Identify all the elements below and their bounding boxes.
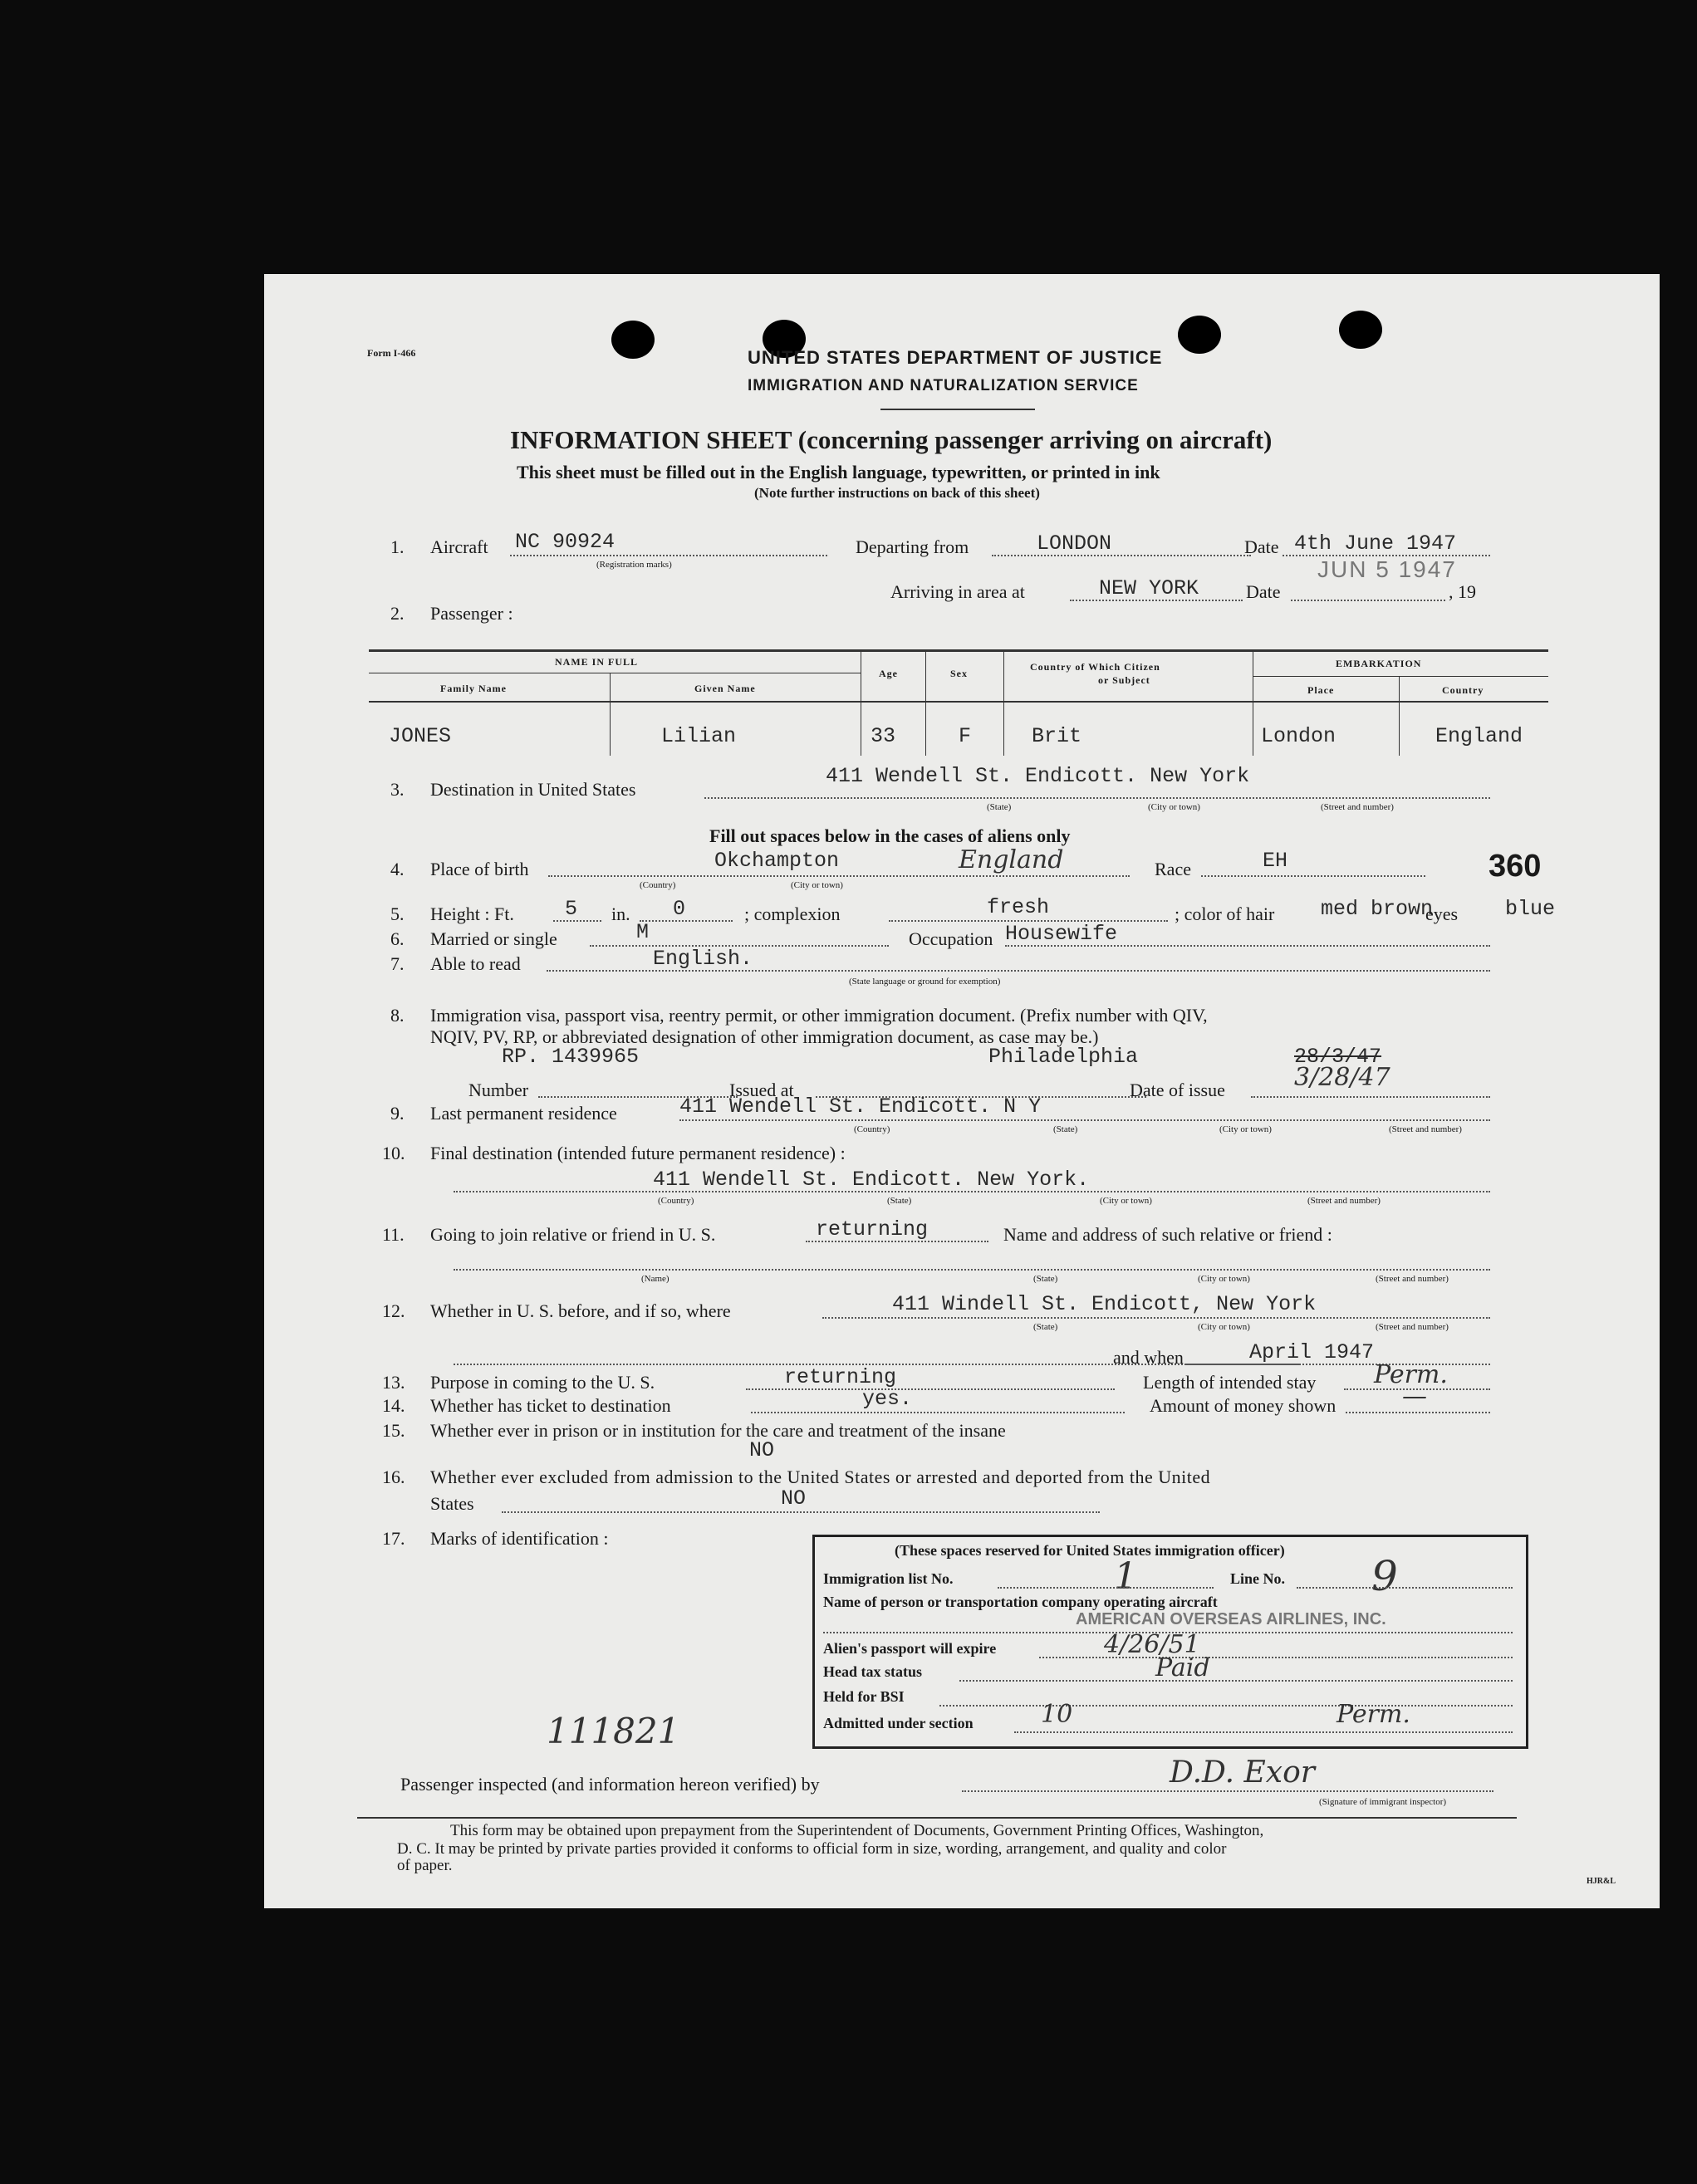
caption-city: (City or town)	[1100, 1196, 1152, 1206]
marks-label: Marks of identification :	[430, 1528, 609, 1549]
race-code: 360	[1489, 849, 1542, 884]
caption-city: (City or town)	[791, 880, 843, 890]
dotted-line	[1346, 1412, 1490, 1413]
passport-value: 4/26/51	[1104, 1630, 1200, 1659]
date-label: Date	[1244, 536, 1279, 557]
arriving-label: Arriving in area at	[890, 581, 1025, 602]
ticket-value: yes.	[862, 1387, 913, 1411]
occupation-value: Housewife	[1005, 922, 1118, 946]
read-caption: (State language or ground for exemption)	[849, 977, 1001, 987]
date-stamp: JUN 5 1947	[1317, 556, 1457, 582]
line-value: 9	[1371, 1552, 1398, 1600]
line-label: Line No.	[1230, 1570, 1286, 1587]
eyes-label: eyes	[1425, 903, 1459, 924]
header-country-citizen: Country of Which Citizen	[1030, 661, 1160, 673]
read-value: English.	[653, 947, 753, 971]
dotted-line	[502, 1511, 1100, 1513]
dotted-line	[1005, 945, 1490, 947]
header-age: Age	[879, 668, 898, 679]
residence-label: Last permanent residence	[430, 1103, 617, 1124]
footer-line-1: This form may be obtained upon prepayment from the Superintendent of Documents, Government Printing Offices, Washington,	[450, 1822, 1264, 1839]
footer-divider	[357, 1817, 1517, 1819]
caption-city: (City or town)	[1219, 1124, 1272, 1134]
service-name: IMMIGRATION AND NATURALIZATION SERVICE	[748, 377, 1139, 394]
purpose-label: Purpose in coming to the U. S.	[430, 1372, 655, 1393]
caption-state: (State)	[1033, 1274, 1058, 1284]
dotted-line	[992, 555, 1251, 556]
dotted-line	[822, 1317, 1490, 1319]
date-of-issue-label: Date of issue	[1130, 1080, 1225, 1100]
occupation-label: Occupation	[909, 928, 993, 949]
information-sheet	[264, 274, 1660, 1908]
caption-street: (Street and number)	[1307, 1196, 1381, 1206]
dotted-line	[454, 1269, 1490, 1271]
officer-box	[812, 1535, 1528, 1749]
item-number: 3.	[390, 779, 405, 800]
issue-date-typed: 28/3/47	[1294, 1045, 1382, 1069]
caption-street: (Street and number)	[1321, 802, 1394, 812]
header-place: Place	[1307, 684, 1335, 696]
hair-value: med brown	[1321, 897, 1434, 921]
dotted-line	[746, 1388, 1115, 1390]
visa-text-2: NQIV, PV, RP, or abbreviated designation of other immigration document, as case may be.)	[430, 1026, 1099, 1047]
header-country-subject: or Subject	[1098, 674, 1150, 686]
stay-value: Perm.	[1374, 1360, 1448, 1389]
ticket-label: Whether has ticket to destination	[430, 1395, 671, 1416]
height-label: Height : Ft.	[430, 903, 514, 924]
height-in: 0	[673, 897, 686, 921]
item-number: 15.	[382, 1420, 405, 1441]
header-name-in-full: NAME IN FULL	[555, 656, 639, 668]
prison-label: Whether ever in prison or in institution for the care and treatment of the insane	[430, 1420, 1006, 1441]
headtax-label: Head tax status	[823, 1663, 923, 1680]
number-label: Number	[468, 1080, 529, 1100]
item-number: 10.	[382, 1143, 405, 1163]
arriving-value: NEW YORK	[1099, 576, 1199, 600]
aircraft-label: Aircraft	[430, 536, 488, 557]
item-number: 7.	[390, 953, 405, 974]
cell-age: 33	[871, 724, 896, 748]
list-value: 1	[1114, 1555, 1137, 1598]
list-label: Immigration list No.	[823, 1570, 954, 1587]
admitted-note: Perm.	[1337, 1700, 1410, 1729]
punch-hole	[1178, 316, 1221, 354]
caption-city: (City or town)	[1198, 1322, 1250, 1332]
item-number: 16.	[382, 1467, 405, 1487]
dotted-line	[704, 797, 1490, 799]
passport-label: Alien's passport will expire	[823, 1640, 997, 1657]
money-value: —	[1402, 1382, 1427, 1411]
when-label: and when	[1113, 1347, 1184, 1368]
form-number: Form I-466	[367, 347, 416, 359]
item-number: 6.	[390, 928, 405, 949]
complexion-label: ; complexion	[744, 903, 841, 924]
item-number: 17.	[382, 1528, 405, 1549]
departing-label: Departing from	[856, 536, 969, 557]
dotted-line	[679, 1119, 1490, 1121]
item-number: 1.	[390, 536, 405, 557]
issued-label: Issued at	[729, 1080, 794, 1100]
join-value: returning	[816, 1217, 929, 1241]
divider	[880, 409, 1035, 410]
excluded-label-2: States	[430, 1493, 474, 1514]
company-label: Name of person or transportation company operating aircraft	[823, 1594, 1218, 1610]
marital-label: Married or single	[430, 928, 557, 949]
admitted-label: Admitted under section	[823, 1715, 974, 1731]
inspection-label: Passenger inspected (and information hereon verified) by	[400, 1774, 820, 1795]
header-sex: Sex	[950, 668, 968, 679]
item-number: 8.	[390, 1005, 405, 1026]
caption-city: (City or town)	[1198, 1274, 1250, 1284]
date2-suffix: , 19	[1449, 581, 1476, 602]
birthplace-value: Okchampton	[714, 849, 840, 873]
caption-state: (State)	[887, 1196, 912, 1206]
header-embarkation: EMBARKATION	[1336, 658, 1422, 669]
form-subtitle: This sheet must be filled out in the English language, typewritten, or printed in ink	[517, 462, 1160, 482]
stay-label: Length of intended stay	[1143, 1372, 1317, 1393]
item-number: 5.	[390, 903, 405, 924]
officer-box-header: (These spaces reserved for United States immigration officer)	[895, 1542, 1285, 1559]
dotted-line	[806, 1241, 988, 1242]
document-number: RP. 1439965	[502, 1045, 640, 1069]
prison-value: NO	[749, 1438, 775, 1462]
item-number: 14.	[382, 1395, 405, 1416]
cell-country: England	[1435, 724, 1523, 748]
join-label: Going to join relative or friend in U. S.	[430, 1224, 716, 1245]
complexion-value: fresh	[987, 895, 1050, 919]
dotted-line	[548, 875, 1130, 877]
dotted-line	[1251, 1096, 1490, 1098]
purpose-value: returning	[784, 1365, 897, 1389]
birthplace-country-handwritten: England	[959, 845, 1064, 874]
visa-text-1: Immigration visa, passport visa, reentry permit, or other immigration document. (Prefix number with QIV,	[430, 1005, 1208, 1026]
marital-value: M	[636, 920, 650, 944]
cell-citizen: Brit	[1032, 724, 1082, 748]
item-number: 13.	[382, 1372, 405, 1393]
dotted-line	[553, 920, 601, 922]
height-ft: 5	[565, 897, 578, 921]
final-destination-label: Final destination (intended future permanent residence) :	[430, 1143, 846, 1163]
dotted-line	[640, 920, 733, 922]
caption-country: (Country)	[854, 1124, 890, 1134]
dotted-line	[962, 1790, 1493, 1792]
before-label: Whether in U. S. before, and if so, where	[430, 1300, 731, 1321]
item-number: 2.	[390, 603, 405, 624]
destination-label: Destination in United States	[430, 779, 636, 800]
caption-state: (State)	[987, 802, 1012, 812]
caption-city: (City or town)	[1148, 802, 1200, 812]
relative-label: Name and address of such relative or friend :	[1003, 1224, 1332, 1245]
cell-sex: F	[959, 724, 972, 748]
excluded-label-1: Whether ever excluded from admission to the United States or arrested and deported from the United	[430, 1467, 1211, 1487]
caption-country: (Country)	[640, 880, 676, 890]
final-destination-value: 411 Wendell St. Endicott. New York.	[653, 1168, 1090, 1192]
cell-family-name: JONES	[389, 724, 452, 748]
dotted-line	[1201, 875, 1425, 877]
signature-caption: (Signature of immigrant inspector)	[1319, 1797, 1447, 1807]
cell-given-name: Lilian	[661, 724, 737, 748]
excluded-value: NO	[781, 1486, 807, 1511]
caption-state: (State)	[1053, 1124, 1078, 1134]
eyes-value: blue	[1505, 897, 1556, 921]
form-title: INFORMATION SHEET (concerning passenger arriving on aircraft)	[510, 425, 1273, 454]
headtax-value: Paid	[1155, 1653, 1210, 1682]
punch-hole	[611, 321, 655, 359]
date2-label: Date	[1246, 581, 1281, 602]
file-number: 111821	[547, 1711, 680, 1751]
item-number: 12.	[382, 1300, 405, 1321]
registration-caption: (Registration marks)	[596, 560, 672, 570]
money-label: Amount of money shown	[1150, 1395, 1337, 1416]
date-value: 4th June 1947	[1294, 531, 1457, 556]
caption-name: (Name)	[641, 1274, 669, 1284]
admitted-value: 10	[1041, 1700, 1073, 1729]
footer-line-3: of paper.	[397, 1857, 453, 1874]
departing-value: LONDON	[1037, 531, 1112, 556]
birthplace-label: Place of birth	[430, 859, 529, 879]
header-family-name: Family Name	[440, 683, 507, 694]
residence-value: 411 Wendell St. Endicott. N Y	[679, 1094, 1042, 1119]
dotted-line	[454, 1191, 1490, 1192]
passenger-label: Passenger :	[430, 603, 513, 624]
header-given-name: Given Name	[694, 683, 756, 694]
item-number: 4.	[390, 859, 405, 879]
caption-street: (Street and number)	[1376, 1274, 1449, 1284]
caption-country: (Country)	[658, 1196, 694, 1206]
issued-place: Philadelphia	[988, 1045, 1139, 1069]
dotted-line	[510, 555, 827, 556]
aircraft-value: NC 90924	[515, 530, 616, 554]
dotted-line	[1291, 600, 1445, 601]
agency-name: UNITED STATES DEPARTMENT OF JUSTICE	[748, 347, 1163, 368]
punch-hole	[1339, 311, 1382, 349]
aliens-note: Fill out spaces below in the cases of aliens only	[709, 825, 1071, 846]
footer-line-2: D. C. It may be printed by private parties provided it conforms to official form in size, wording, arrangement, and quality and color	[397, 1840, 1227, 1858]
bsi-label: Held for BSI	[823, 1688, 905, 1705]
caption-state: (State)	[1033, 1322, 1058, 1332]
race-value: EH	[1263, 849, 1288, 873]
inspector-signature: D.D. Exor	[1170, 1756, 1315, 1790]
caption-street: (Street and number)	[1389, 1124, 1462, 1134]
hair-label: ; color of hair	[1175, 903, 1275, 924]
cell-place: London	[1261, 724, 1337, 748]
caption-street: (Street and number)	[1376, 1322, 1449, 1332]
dotted-line	[1070, 600, 1243, 601]
dotted-line	[547, 970, 1490, 972]
company-stamp: AMERICAN OVERSEAS AIRLINES, INC.	[1076, 1610, 1386, 1628]
form-note: (Note further instructions on back of this sheet)	[754, 485, 1040, 501]
race-label: Race	[1155, 859, 1191, 879]
printer-mark: HJR&L	[1587, 1877, 1616, 1886]
item-number: 9.	[390, 1103, 405, 1124]
inches-label: in.	[611, 903, 630, 924]
dotted-line	[751, 1412, 1125, 1413]
when-value: April 1947	[1249, 1340, 1375, 1364]
read-label: Able to read	[430, 953, 521, 974]
before-value: 411 Windell St. Endicott, New York	[892, 1292, 1317, 1316]
item-number: 11.	[382, 1224, 405, 1245]
header-country: Country	[1442, 684, 1484, 696]
issue-date-handwritten: 3/28/47	[1294, 1063, 1390, 1092]
destination-value: 411 Wendell St. Endicott. New York	[826, 764, 1250, 788]
